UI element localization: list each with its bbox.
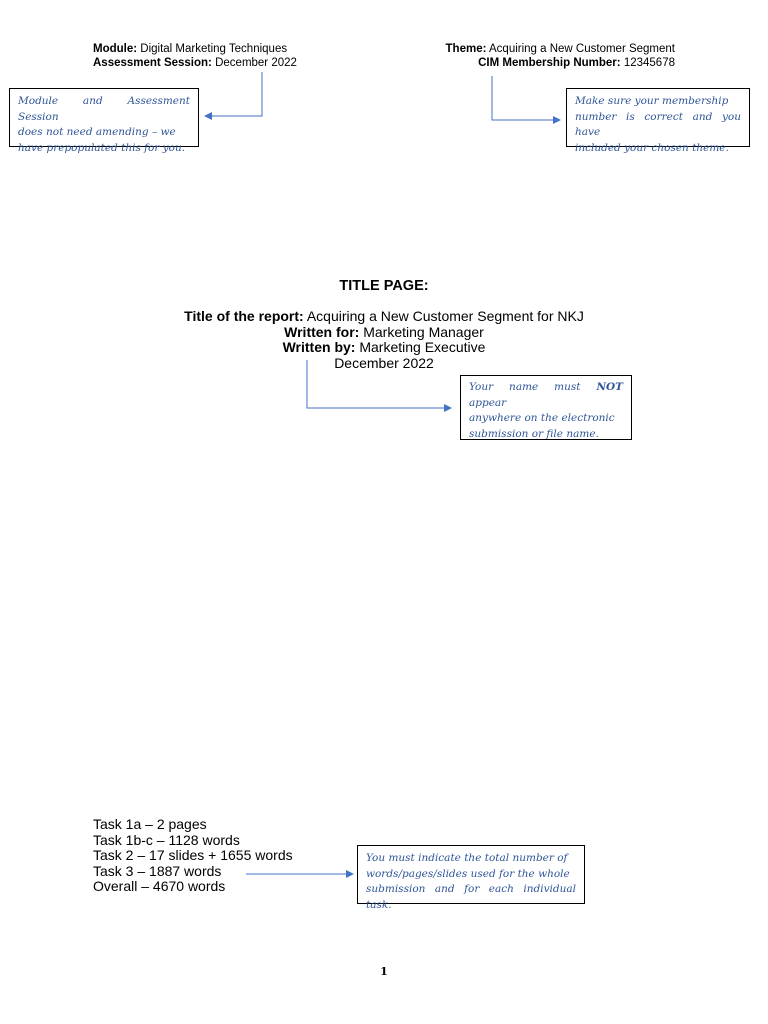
- theme-label: Theme:: [445, 43, 487, 55]
- session-line: [93, 56, 297, 70]
- session-value: December 2022: [215, 57, 297, 69]
- title-page-block: [0, 278, 768, 294]
- membership-line: [446, 56, 675, 70]
- task-word-counts: [93, 817, 293, 895]
- module-label: Module:: [93, 43, 138, 55]
- task-line: Task 3 – 1887 words: [93, 862, 222, 879]
- written-by-label: Written by:: [282, 339, 356, 355]
- header-right: [446, 42, 675, 70]
- written-for-value: Marketing Manager: [363, 323, 484, 340]
- note-line: [469, 380, 623, 411]
- arrow-membership-note: [492, 76, 560, 120]
- report-title-value: Acquiring a New Customer Segment for NKJ: [306, 308, 584, 324]
- module-line: [93, 42, 297, 56]
- note-line: included your chosen theme.: [575, 141, 729, 154]
- report-title-label: Title of the report:: [184, 308, 304, 324]
- session-label: Assessment Session:: [93, 57, 212, 69]
- task-line: Task 2 – 17 slides + 1655 words: [93, 847, 293, 863]
- theme-value: Acquiring a New Customer Segment: [489, 43, 675, 55]
- written-by-value: Marketing Executive: [359, 339, 486, 355]
- note-line: words/pages/slides used for the whole: [366, 867, 570, 880]
- membership-value: 12345678: [623, 57, 675, 69]
- note-word-count: [357, 845, 585, 911]
- note-name: [460, 375, 632, 440]
- note-line: submission or file name.: [469, 427, 599, 440]
- arrow-module-note: [205, 72, 262, 116]
- title-page-heading: TITLE PAGE:: [339, 278, 429, 294]
- written-by-line: [0, 340, 768, 356]
- note-line: You must indicate the total number of: [366, 852, 568, 864]
- module-value: Digital Marketing Techniques: [140, 43, 288, 55]
- note-text: Your name must: [469, 381, 597, 393]
- task-line: Overall – 4670 words: [93, 878, 226, 894]
- note-text: appear: [469, 396, 507, 409]
- note-line: does not need amending – we: [18, 126, 176, 138]
- note-line: Module and Assessment Session: [18, 95, 190, 123]
- written-for-label: Written for:: [284, 323, 360, 340]
- title-details: [0, 309, 768, 371]
- note-line: Make sure your membership: [575, 95, 729, 107]
- page-number: 1: [380, 965, 388, 978]
- note-emphasis: NOT: [596, 381, 623, 393]
- note-membership: [566, 88, 750, 154]
- note-line: anywhere on the electronic: [469, 412, 615, 424]
- task-line: Task 1b-c – 1128 words: [93, 831, 240, 848]
- report-title-line: [0, 309, 768, 325]
- note-module-session: [9, 88, 199, 154]
- note-line: number is correct and you have: [575, 110, 741, 138]
- note-line: have prepopulated this for you.: [18, 141, 186, 154]
- note-line: submission and for each individual task.: [366, 883, 576, 911]
- written-for-line: [0, 325, 768, 341]
- task-line: Task 1a – 2 pages: [93, 816, 207, 832]
- membership-label: CIM Membership Number:: [478, 57, 621, 69]
- theme-line: [446, 42, 675, 56]
- header-left: [93, 42, 297, 70]
- report-date: December 2022: [334, 354, 434, 371]
